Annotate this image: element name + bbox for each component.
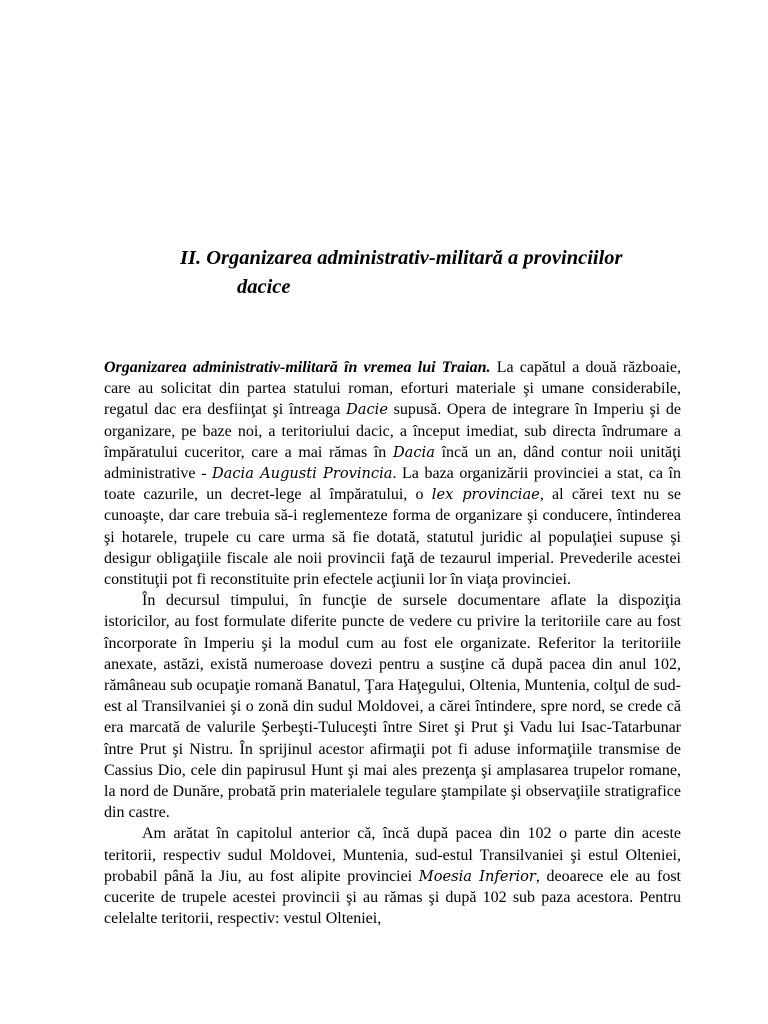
paragraph-1 bbox=[104, 357, 681, 590]
term-moesia-inferior: Moesia Inferior bbox=[418, 867, 536, 885]
term-dacia-augusti-provincia: Dacia Augusti Provincia bbox=[211, 465, 393, 483]
text-run: încă un an, dând contur noii unităţi administrative - bbox=[104, 443, 682, 483]
text-run: În decursul timpului, în funcţie de sursele documentare aflate la dispoziţia istoricilor, au fost formulate diferite puncte de vedere cu privire la teritoriile care au fost încorporate în Imperiu şi la modul cum au fost ele organizate. Referitor la teritoriile anexate, astăzi, există numeroase dovezi pentru a susţine că după pacea din anul 102, rămâneau sub ocupaţie romană Banatul, Ţara Haţegului, Oltenia, Muntenia, colţul de sud-est al Transilvaniei şi o zonă din sudul Moldovei, a cărei întindere, spre nord, se crede că era marcată de valurile Şerbeşti-Tuluceşti între Siret şi Prut şi Vadu lui Isac-Tatarbunar între Prut şi Nistru. În sprijinul acestor afirmaţii pot fi aduse informaţiile transmise de Cassius Dio, cele din papirusul Hunt şi mai ales prezenţa şi amplasarea trupelor romane, la nord de Dunăre, probată prin materialele tegulare ştampilate şi observaţiile stratigrafice din castre. bbox=[104, 592, 681, 822]
chapter-heading-line-1: II. Organizarea administrativ-militară a provinciilor bbox=[180, 247, 623, 269]
text-run: Am arătat în capitolul anterior că, încă după pacea din 102 o parte din aceste teritorii, respectiv sudul Moldovei, Muntenia, sud-estul Transilvaniei şi estul Olteniei, probabil până la Jiu, au fost alipite provinciei bbox=[104, 825, 681, 885]
paragraph-2 bbox=[104, 590, 681, 823]
body-text bbox=[104, 357, 681, 929]
term-dacie: Dacie bbox=[346, 401, 388, 419]
chapter-heading bbox=[180, 244, 700, 302]
chapter-heading-line-2: dacice bbox=[237, 276, 291, 298]
paragraph-3 bbox=[104, 823, 681, 929]
text-run: , al cărei text nu se cunoaşte, dar care trebuia să-i reglementeze forma de organizare şi conducere, întinderea şi hotarele, trupele cu care urma să fie dotată, statutul juridic al populaţiei supuse şi desigur obligaţiile fiscale ale noii provincii faţă de tezaurul imperial. Prevederile acestei constituţii pot fi reconstituite prin efectele acţiunii lor în viaţa provinciei. bbox=[104, 486, 681, 589]
section-subheading: Organizarea administrativ-militară în vremea lui Traian. bbox=[104, 359, 491, 376]
text-run: supusă. Opera de integrare în Imperiu şi de organizare, pe baze noi, a teritoriului dacic, a început imediat, sub directa îndrumare a împăratului cuceritor, care a mai rămas în bbox=[104, 401, 682, 461]
term-dacia: Dacia bbox=[392, 443, 435, 461]
text-run: La capătul a două războaie, care au solicitat din partea statului roman, eforturi materiale şi umane considerabile, regatul dac era desfiinţat şi întreaga bbox=[104, 359, 682, 419]
text-run: . La baza organizării provinciei a stat, ca în toate cazurile, un decret-lege al împăratului, o bbox=[104, 465, 681, 504]
term-lex-provinciae: lex provinciae bbox=[431, 486, 540, 504]
text-run: , deoarece ele au fost cucerite de trupele acestei provincii şi au rămas şi după 102 sub paza acestora. Pentru celelalte teritorii, respectiv: vestul Olteniei, bbox=[104, 867, 681, 928]
